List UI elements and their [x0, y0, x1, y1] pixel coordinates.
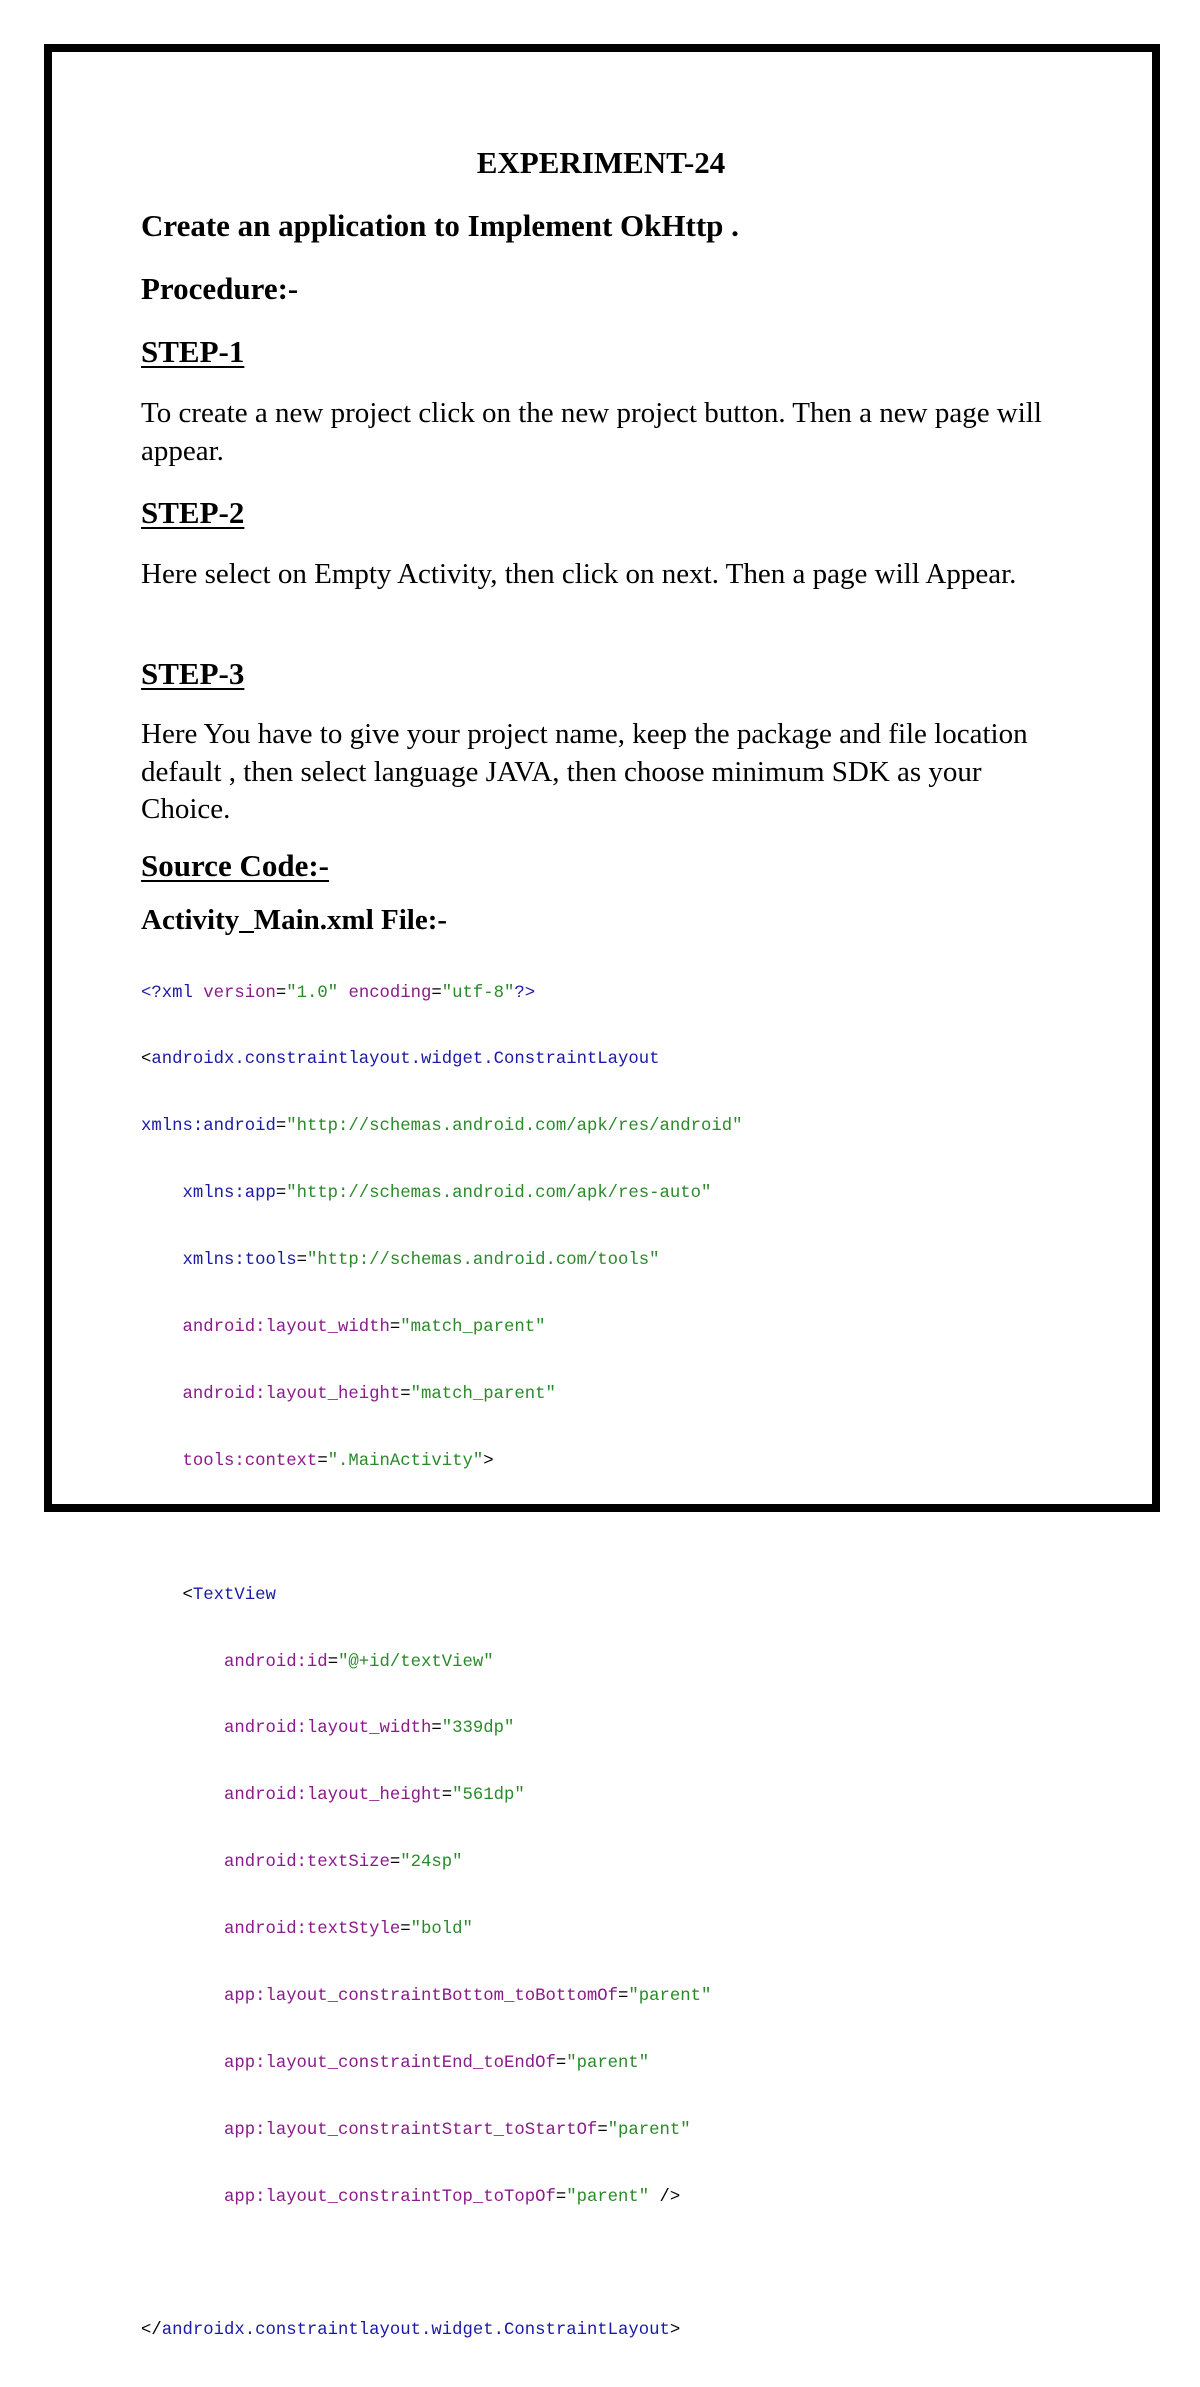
code-token: android:layout_width — [182, 1318, 390, 1338]
code-token: = — [597, 2120, 608, 2140]
code-token: "339dp" — [441, 1719, 515, 1739]
code-token: "http://schemas.android.com/tools" — [306, 1251, 660, 1271]
code-token: = — [431, 1719, 442, 1739]
code-line — [141, 1049, 743, 1071]
code-token: "@+id/textView" — [338, 1652, 494, 1672]
code-token: "parent" — [607, 2120, 691, 2140]
code-token: "parent" — [566, 2187, 650, 2207]
code-line — [141, 1183, 743, 1205]
code-token: "http://schemas.android.com/apk/res/android" — [286, 1117, 743, 1137]
code-token: android:textSize — [223, 1853, 390, 1873]
code-block — [141, 938, 743, 2387]
code-token: ?> — [514, 983, 536, 1003]
code-line — [141, 983, 743, 1005]
code-token: xmlns:android — [141, 1117, 276, 1137]
code-token: = — [275, 1117, 287, 1137]
code-token: = — [400, 1920, 411, 1940]
code-token: = — [275, 1184, 287, 1204]
code-token: android:textStyle — [223, 1920, 401, 1940]
code-token: app:layout_constraintStart_toStartOf — [223, 2120, 598, 2140]
code-token: "match_parent" — [410, 1384, 556, 1404]
code-token: android:layout_height — [182, 1384, 401, 1404]
step-3-heading: STEP-3 — [141, 656, 245, 691]
code-line — [141, 2254, 743, 2276]
code-token: <? — [141, 983, 162, 1003]
code-token: android:layout_width — [223, 1719, 432, 1739]
code-token: encoding — [338, 983, 432, 1003]
code-line — [141, 1919, 743, 1941]
code-token: "parent" — [566, 2053, 650, 2073]
code-token: app:layout_constraintTop_toTopOf — [223, 2187, 556, 2207]
code-token: TextView — [192, 1585, 276, 1605]
code-token: "bold" — [410, 1920, 473, 1940]
code-token: = — [555, 2053, 567, 2073]
code-token: android:id — [223, 1652, 328, 1672]
code-token: xmlns:app — [182, 1184, 276, 1204]
code-line — [141, 1585, 743, 1607]
code-token: xmlns:tools — [182, 1251, 297, 1271]
code-token: "utf-8" — [441, 983, 515, 1003]
code-token: "http://schemas.android.com/apk/res-auto" — [286, 1184, 712, 1204]
code-token: < — [141, 1050, 152, 1070]
code-token: = — [389, 1853, 401, 1873]
code-line — [141, 2320, 743, 2342]
code-token: = — [275, 983, 287, 1003]
code-token: = — [400, 1384, 411, 1404]
code-token: = — [555, 2187, 567, 2207]
code-line — [141, 2187, 743, 2209]
code-token: app:layout_constraintBottom_toBottomOf — [223, 1986, 619, 2006]
code-token: = — [441, 1786, 453, 1806]
code-line — [141, 1518, 743, 1540]
code-token: android:layout_height — [223, 1786, 442, 1806]
code-token: ".MainActivity" — [327, 1451, 484, 1471]
code-token: > — [483, 1451, 494, 1471]
code-line — [141, 1317, 743, 1339]
file-heading: Activity_Main.xml File:- — [141, 904, 448, 936]
code-token: /> — [649, 2187, 681, 2207]
code-token: "24sp" — [400, 1853, 463, 1873]
code-line — [141, 1116, 743, 1138]
code-line — [141, 1785, 743, 1807]
code-line — [141, 1852, 743, 1874]
code-line — [141, 1652, 743, 1674]
code-line — [141, 1986, 743, 2008]
code-token: "561dp" — [452, 1786, 525, 1806]
code-line — [141, 1250, 743, 1272]
code-token: "parent" — [628, 1986, 712, 2006]
code-token: "1.0" — [286, 983, 339, 1003]
source-code-heading: Source Code:- — [141, 848, 329, 883]
step-1-heading: STEP-1 — [141, 334, 245, 369]
code-token: </ — [141, 2321, 162, 2341]
code-token: androidx.constraintlayout.widget.ConstraintLayout — [161, 2321, 670, 2341]
code-line — [141, 2053, 743, 2075]
experiment-title: EXPERIMENT-24 — [476, 145, 726, 180]
step-1-text: To create a new project click on the new project button. Then a new page will appear. — [141, 397, 1042, 467]
code-line — [141, 1451, 743, 1473]
code-token: androidx.constraintlayout.widget.ConstraintLayout — [151, 1050, 660, 1070]
code-token: "match_parent" — [400, 1318, 546, 1338]
step-2-text: Here select on Empty Activity, then click on next. Then a page will Appear. — [141, 558, 1017, 590]
code-token: = — [327, 1652, 339, 1672]
code-token: tools:context — [182, 1451, 318, 1471]
code-line — [141, 1384, 743, 1406]
code-token: > — [669, 2321, 681, 2341]
code-token: = — [317, 1451, 328, 1471]
step-2-heading: STEP-2 — [141, 495, 245, 530]
code-token: xml — [161, 983, 193, 1003]
code-token: = — [389, 1318, 401, 1338]
aim-statement: Create an application to Implement OkHttp . — [141, 208, 739, 243]
code-token: app:layout_constraintEnd_toEndOf — [223, 2053, 556, 2073]
code-token: < — [182, 1585, 193, 1605]
code-line — [141, 2120, 743, 2142]
code-token: = — [618, 1986, 629, 2006]
code-token: version — [192, 983, 276, 1003]
code-token: = — [296, 1251, 307, 1271]
code-line — [141, 1718, 743, 1740]
procedure-label: Procedure:- — [141, 271, 299, 306]
code-token: = — [431, 983, 442, 1003]
step-3-text: Here You have to give your project name, keep the package and file location default , then select language JAVA, then choose minimum SDK as your Choice. — [141, 718, 1028, 825]
